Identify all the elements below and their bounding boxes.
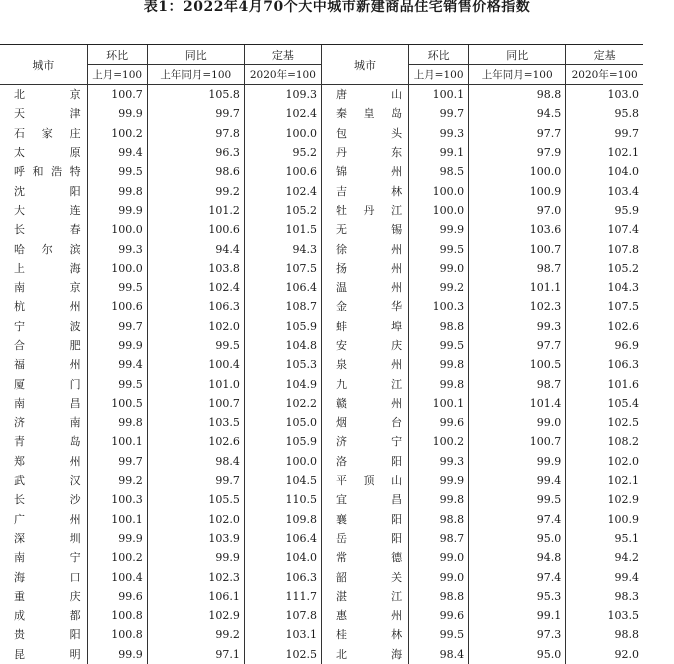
base-value-cell: 102.4 xyxy=(244,104,321,123)
city-name-cell: 郑州 xyxy=(14,454,81,468)
yoy-value-cell: 105.5 xyxy=(147,490,244,509)
table-row xyxy=(0,220,643,239)
mom-value-cell: 100.0 xyxy=(409,201,469,220)
mom-value-cell: 99.8 xyxy=(409,374,469,393)
city-name-cell: 赣州 xyxy=(321,394,408,413)
yoy-value-cell: 99.7 xyxy=(147,104,244,123)
base-value-cell: 99.4 xyxy=(566,567,643,586)
table-row xyxy=(0,490,643,509)
yoy-value-cell: 100.7 xyxy=(469,432,566,451)
base-value-cell: 104.8 xyxy=(244,336,321,355)
city-name-cell: 扬州 xyxy=(321,259,408,278)
city-name-cell: 烟台 xyxy=(321,413,408,432)
city-name-cell: 韶关 xyxy=(321,567,408,586)
yoy-value-cell: 100.0 xyxy=(469,162,566,181)
city-name-cell: 包头 xyxy=(321,124,408,143)
mom-value-cell: 100.0 xyxy=(87,259,147,278)
city-name-cell: 青岛 xyxy=(14,435,81,449)
mom-value-cell: 99.1 xyxy=(409,143,469,162)
base-value-cell: 105.0 xyxy=(244,413,321,432)
mom-value-cell: 99.7 xyxy=(87,452,147,471)
yoy-subheader: 上年同月=100 xyxy=(147,65,244,85)
city-name-cell: 南京 xyxy=(14,281,81,295)
mom-value-cell: 99.4 xyxy=(87,355,147,374)
yoy-value-cell: 105.8 xyxy=(147,85,244,105)
base-column-header: 定基 xyxy=(244,45,321,65)
mom-subheader: 上月=100 xyxy=(409,65,469,85)
mom-value-cell: 98.8 xyxy=(409,510,469,529)
city-name-cell: 海口 xyxy=(14,570,81,584)
base-value-cell: 100.0 xyxy=(244,124,321,143)
city-name-cell: 牡丹江 xyxy=(321,201,408,220)
base-value-cell: 107.8 xyxy=(566,239,643,258)
city-name-cell: 武汉 xyxy=(14,474,81,488)
mom-value-cell: 100.2 xyxy=(87,124,147,143)
table-row xyxy=(0,259,643,278)
mom-value-cell: 100.5 xyxy=(87,394,147,413)
table-row xyxy=(0,124,643,143)
city-name-cell: 沈阳 xyxy=(14,184,81,198)
table-row xyxy=(0,606,643,625)
mom-value-cell: 100.2 xyxy=(87,548,147,567)
city-name-cell: 济宁 xyxy=(321,432,408,451)
base-value-cell: 102.5 xyxy=(566,413,643,432)
city-name-cell: 昆明 xyxy=(14,647,81,661)
mom-value-cell: 99.5 xyxy=(87,162,147,181)
yoy-value-cell: 98.7 xyxy=(469,374,566,393)
table-row xyxy=(0,143,643,162)
base-value-cell: 107.5 xyxy=(244,259,321,278)
mom-value-cell: 98.4 xyxy=(409,645,469,664)
mom-value-cell: 99.8 xyxy=(87,181,147,200)
yoy-value-cell: 94.4 xyxy=(147,239,244,258)
yoy-value-cell: 97.9 xyxy=(469,143,566,162)
table-row xyxy=(0,278,643,297)
base-value-cell: 96.9 xyxy=(566,336,643,355)
table-row xyxy=(0,432,643,451)
base-value-cell: 100.9 xyxy=(566,510,643,529)
mom-value-cell: 99.6 xyxy=(409,606,469,625)
table-row xyxy=(0,625,643,644)
base-value-cell: 109.8 xyxy=(244,510,321,529)
yoy-value-cell: 97.3 xyxy=(469,625,566,644)
city-name-cell: 重庆 xyxy=(14,589,81,603)
yoy-value-cell: 102.6 xyxy=(147,432,244,451)
table-row xyxy=(0,336,643,355)
mom-value-cell: 99.9 xyxy=(87,336,147,355)
base-value-cell: 102.2 xyxy=(244,394,321,413)
base-value-cell: 100.0 xyxy=(244,452,321,471)
mom-value-cell: 99.0 xyxy=(409,259,469,278)
city-name-cell: 长春 xyxy=(14,223,81,237)
table-row xyxy=(0,162,643,181)
table-row xyxy=(0,587,643,606)
mom-value-cell: 99.2 xyxy=(409,278,469,297)
city-name-cell: 洛阳 xyxy=(321,452,408,471)
yoy-value-cell: 99.4 xyxy=(469,471,566,490)
base-value-cell: 110.5 xyxy=(244,490,321,509)
mom-column-header: 环比 xyxy=(409,45,469,65)
base-value-cell: 95.9 xyxy=(566,201,643,220)
table-row xyxy=(0,529,643,548)
yoy-column-header: 同比 xyxy=(147,45,244,65)
base-value-cell: 102.1 xyxy=(566,143,643,162)
mom-value-cell: 99.5 xyxy=(87,278,147,297)
table-row xyxy=(0,317,643,336)
base-column-header: 定基 xyxy=(566,45,643,65)
city-name-cell: 杭州 xyxy=(14,300,81,314)
base-value-cell: 107.5 xyxy=(566,297,643,316)
yoy-value-cell: 95.0 xyxy=(469,529,566,548)
mom-value-cell: 100.4 xyxy=(87,567,147,586)
base-value-cell: 102.6 xyxy=(566,317,643,336)
yoy-value-cell: 97.7 xyxy=(469,336,566,355)
yoy-value-cell: 106.3 xyxy=(147,297,244,316)
yoy-value-cell: 98.4 xyxy=(147,452,244,471)
city-name-cell: 湛江 xyxy=(321,587,408,606)
table-row xyxy=(0,181,643,200)
yoy-value-cell: 103.6 xyxy=(469,220,566,239)
mom-value-cell: 99.7 xyxy=(87,317,147,336)
mom-value-cell: 100.3 xyxy=(409,297,469,316)
city-name-cell: 襄阳 xyxy=(321,510,408,529)
yoy-value-cell: 102.4 xyxy=(147,278,244,297)
yoy-value-cell: 100.7 xyxy=(147,394,244,413)
table-row xyxy=(0,452,643,471)
mom-value-cell: 99.0 xyxy=(409,567,469,586)
mom-value-cell: 100.8 xyxy=(87,606,147,625)
base-value-cell: 105.4 xyxy=(566,394,643,413)
base-value-cell: 106.4 xyxy=(244,278,321,297)
city-name-cell: 上海 xyxy=(14,261,81,275)
city-name-cell: 金华 xyxy=(321,297,408,316)
yoy-value-cell: 99.5 xyxy=(147,336,244,355)
base-value-cell: 104.5 xyxy=(244,471,321,490)
city-name-cell: 北海 xyxy=(321,645,408,664)
base-value-cell: 94.2 xyxy=(566,548,643,567)
mom-value-cell: 100.2 xyxy=(409,432,469,451)
mom-value-cell: 99.5 xyxy=(409,625,469,644)
yoy-value-cell: 101.2 xyxy=(147,201,244,220)
table-row xyxy=(0,510,643,529)
mom-subheader: 上月=100 xyxy=(87,65,147,85)
city-name-cell: 厦门 xyxy=(14,377,81,391)
mom-value-cell: 100.1 xyxy=(87,432,147,451)
yoy-value-cell: 97.4 xyxy=(469,567,566,586)
base-value-cell: 102.0 xyxy=(566,452,643,471)
base-value-cell: 104.3 xyxy=(566,278,643,297)
base-value-cell: 111.7 xyxy=(244,587,321,606)
city-name-cell: 温州 xyxy=(321,278,408,297)
yoy-value-cell: 102.0 xyxy=(147,510,244,529)
yoy-value-cell: 95.0 xyxy=(469,645,566,664)
city-name-cell: 锦州 xyxy=(321,162,408,181)
yoy-value-cell: 95.3 xyxy=(469,587,566,606)
base-value-cell: 100.6 xyxy=(244,162,321,181)
base-value-cell: 94.3 xyxy=(244,239,321,258)
base-value-cell: 98.3 xyxy=(566,587,643,606)
yoy-value-cell: 103.9 xyxy=(147,529,244,548)
yoy-value-cell: 97.7 xyxy=(469,124,566,143)
city-name-cell: 宜昌 xyxy=(321,490,408,509)
yoy-value-cell: 102.3 xyxy=(469,297,566,316)
base-value-cell: 104.0 xyxy=(244,548,321,567)
yoy-value-cell: 99.5 xyxy=(469,490,566,509)
city-name-cell: 泉州 xyxy=(321,355,408,374)
base-value-cell: 107.8 xyxy=(244,606,321,625)
yoy-column-header: 同比 xyxy=(469,45,566,65)
base-value-cell: 105.2 xyxy=(566,259,643,278)
city-name-cell: 太原 xyxy=(14,146,81,160)
mom-value-cell: 100.8 xyxy=(87,625,147,644)
mom-value-cell: 99.8 xyxy=(409,355,469,374)
yoy-value-cell: 99.3 xyxy=(469,317,566,336)
base-value-cell: 108.2 xyxy=(566,432,643,451)
yoy-value-cell: 97.1 xyxy=(147,645,244,664)
city-name-cell: 南昌 xyxy=(14,396,81,410)
mom-value-cell: 99.9 xyxy=(87,529,147,548)
table-row xyxy=(0,104,643,123)
city-name-cell: 无锡 xyxy=(321,220,408,239)
city-name-cell: 桂林 xyxy=(321,625,408,644)
city-name-cell: 大连 xyxy=(14,203,81,217)
city-name-cell: 九江 xyxy=(321,374,408,393)
city-name-cell: 唐山 xyxy=(321,85,408,105)
table-row xyxy=(0,567,643,586)
mom-value-cell: 99.9 xyxy=(87,104,147,123)
yoy-value-cell: 97.4 xyxy=(469,510,566,529)
yoy-value-cell: 97.0 xyxy=(469,201,566,220)
yoy-value-cell: 99.2 xyxy=(147,181,244,200)
base-value-cell: 105.2 xyxy=(244,201,321,220)
base-value-cell: 107.4 xyxy=(566,220,643,239)
yoy-value-cell: 97.8 xyxy=(147,124,244,143)
base-value-cell: 102.4 xyxy=(244,181,321,200)
mom-value-cell: 99.0 xyxy=(409,548,469,567)
yoy-value-cell: 102.3 xyxy=(147,567,244,586)
city-column-header: 城市 xyxy=(321,45,408,85)
mom-value-cell: 99.5 xyxy=(409,336,469,355)
base-value-cell: 95.2 xyxy=(244,143,321,162)
city-name-cell: 常德 xyxy=(321,548,408,567)
city-name-cell: 长沙 xyxy=(14,493,81,507)
base-value-cell: 105.9 xyxy=(244,432,321,451)
city-name-cell: 徐州 xyxy=(321,239,408,258)
mom-value-cell: 99.6 xyxy=(87,587,147,606)
mom-value-cell: 99.8 xyxy=(87,413,147,432)
base-value-cell: 103.1 xyxy=(244,625,321,644)
mom-value-cell: 100.0 xyxy=(409,181,469,200)
yoy-value-cell: 99.0 xyxy=(469,413,566,432)
base-value-cell: 95.1 xyxy=(566,529,643,548)
base-value-cell: 103.4 xyxy=(566,181,643,200)
mom-value-cell: 100.0 xyxy=(87,220,147,239)
city-name-cell: 安庆 xyxy=(321,336,408,355)
mom-value-cell: 98.8 xyxy=(409,587,469,606)
yoy-value-cell: 101.1 xyxy=(469,278,566,297)
base-value-cell: 102.1 xyxy=(566,471,643,490)
city-name-cell: 秦皇岛 xyxy=(321,104,408,123)
base-value-cell: 105.3 xyxy=(244,355,321,374)
mom-value-cell: 99.9 xyxy=(409,471,469,490)
base-value-cell: 98.8 xyxy=(566,625,643,644)
mom-value-cell: 99.5 xyxy=(87,374,147,393)
yoy-value-cell: 99.7 xyxy=(147,471,244,490)
yoy-value-cell: 94.8 xyxy=(469,548,566,567)
city-name-cell: 深圳 xyxy=(14,531,81,545)
table-row xyxy=(0,471,643,490)
base-value-cell: 104.9 xyxy=(244,374,321,393)
mom-value-cell: 99.9 xyxy=(409,220,469,239)
table-row xyxy=(0,394,643,413)
table-row xyxy=(0,645,643,664)
city-name-cell: 北京 xyxy=(14,88,81,102)
city-name-cell: 呼和浩特 xyxy=(14,165,81,179)
yoy-value-cell: 101.4 xyxy=(469,394,566,413)
yoy-value-cell: 100.9 xyxy=(469,181,566,200)
base-value-cell: 95.8 xyxy=(566,104,643,123)
yoy-value-cell: 98.7 xyxy=(469,259,566,278)
mom-value-cell: 99.9 xyxy=(87,201,147,220)
yoy-value-cell: 100.7 xyxy=(469,239,566,258)
yoy-value-cell: 99.1 xyxy=(469,606,566,625)
base-value-cell: 99.7 xyxy=(566,124,643,143)
yoy-subheader: 上年同月=100 xyxy=(469,65,566,85)
yoy-value-cell: 94.5 xyxy=(469,104,566,123)
table-row xyxy=(0,85,643,105)
city-name-cell: 贵阳 xyxy=(14,628,81,642)
city-name-cell: 南宁 xyxy=(14,551,81,565)
yoy-value-cell: 103.8 xyxy=(147,259,244,278)
city-name-cell: 蚌埠 xyxy=(321,317,408,336)
yoy-value-cell: 100.5 xyxy=(469,355,566,374)
base-value-cell: 106.3 xyxy=(566,355,643,374)
city-name-cell: 成都 xyxy=(14,609,81,623)
yoy-value-cell: 102.0 xyxy=(147,317,244,336)
mom-value-cell: 100.6 xyxy=(87,297,147,316)
base-value-cell: 109.3 xyxy=(244,85,321,105)
city-name-cell: 哈尔滨 xyxy=(14,242,81,256)
base-value-cell: 92.0 xyxy=(566,645,643,664)
mom-value-cell: 99.9 xyxy=(87,645,147,664)
yoy-value-cell: 106.1 xyxy=(147,587,244,606)
mom-value-cell: 98.8 xyxy=(409,317,469,336)
base-value-cell: 103.5 xyxy=(566,606,643,625)
table-row xyxy=(0,548,643,567)
base-value-cell: 101.6 xyxy=(566,374,643,393)
base-value-cell: 108.7 xyxy=(244,297,321,316)
yoy-value-cell: 100.6 xyxy=(147,220,244,239)
mom-value-cell: 99.5 xyxy=(409,239,469,258)
yoy-value-cell: 98.8 xyxy=(469,85,566,105)
base-value-cell: 102.9 xyxy=(566,490,643,509)
city-name-cell: 宁波 xyxy=(14,319,81,333)
yoy-value-cell: 99.9 xyxy=(147,548,244,567)
base-subheader: 2020年=100 xyxy=(566,65,643,85)
mom-value-cell: 99.3 xyxy=(87,239,147,258)
base-value-cell: 104.0 xyxy=(566,162,643,181)
table-row xyxy=(0,355,643,374)
table-row xyxy=(0,201,643,220)
yoy-value-cell: 98.6 xyxy=(147,162,244,181)
yoy-value-cell: 99.2 xyxy=(147,625,244,644)
yoy-value-cell: 96.3 xyxy=(147,143,244,162)
city-name-cell: 福州 xyxy=(14,358,81,372)
mom-value-cell: 99.2 xyxy=(87,471,147,490)
yoy-value-cell: 102.9 xyxy=(147,606,244,625)
yoy-value-cell: 99.9 xyxy=(469,452,566,471)
mom-value-cell: 99.7 xyxy=(409,104,469,123)
table-title: 表1：2022年4月70个大中城市新建商品住宅销售价格指数 xyxy=(143,0,531,15)
city-column-header: 城市 xyxy=(0,45,87,85)
table-row xyxy=(0,374,643,393)
mom-value-cell: 100.1 xyxy=(409,85,469,105)
mom-value-cell: 99.6 xyxy=(409,413,469,432)
base-value-cell: 106.3 xyxy=(244,567,321,586)
city-name-cell: 天津 xyxy=(14,107,81,121)
yoy-value-cell: 101.0 xyxy=(147,374,244,393)
city-name-cell: 广州 xyxy=(14,512,81,526)
mom-value-cell: 100.7 xyxy=(87,85,147,105)
mom-value-cell: 99.3 xyxy=(409,124,469,143)
city-name-cell: 岳阳 xyxy=(321,529,408,548)
table-row xyxy=(0,239,643,258)
base-value-cell: 106.4 xyxy=(244,529,321,548)
city-name-cell: 丹东 xyxy=(321,143,408,162)
base-value-cell: 102.5 xyxy=(244,645,321,664)
table-row xyxy=(0,413,643,432)
mom-value-cell: 99.3 xyxy=(409,452,469,471)
mom-value-cell: 100.1 xyxy=(87,510,147,529)
city-name-cell: 惠州 xyxy=(321,606,408,625)
mom-value-cell: 99.8 xyxy=(409,490,469,509)
yoy-value-cell: 103.5 xyxy=(147,413,244,432)
yoy-value-cell: 100.4 xyxy=(147,355,244,374)
city-name-cell: 吉林 xyxy=(321,181,408,200)
city-name-cell: 平顶山 xyxy=(321,471,408,490)
city-name-cell: 合肥 xyxy=(14,339,81,352)
city-name-cell: 石家庄 xyxy=(14,126,81,140)
mom-value-cell: 98.7 xyxy=(409,529,469,548)
base-value-cell: 105.9 xyxy=(244,317,321,336)
mom-value-cell: 100.1 xyxy=(409,394,469,413)
table-row xyxy=(0,297,643,316)
mom-value-cell: 99.4 xyxy=(87,143,147,162)
base-subheader: 2020年=100 xyxy=(244,65,321,85)
base-value-cell: 101.5 xyxy=(244,220,321,239)
mom-column-header: 环比 xyxy=(87,45,147,65)
price-index-table xyxy=(0,44,643,664)
city-name-cell: 济南 xyxy=(14,416,81,430)
mom-value-cell: 98.5 xyxy=(409,162,469,181)
mom-value-cell: 100.3 xyxy=(87,490,147,509)
table-body xyxy=(0,85,643,664)
base-value-cell: 103.0 xyxy=(566,85,643,105)
